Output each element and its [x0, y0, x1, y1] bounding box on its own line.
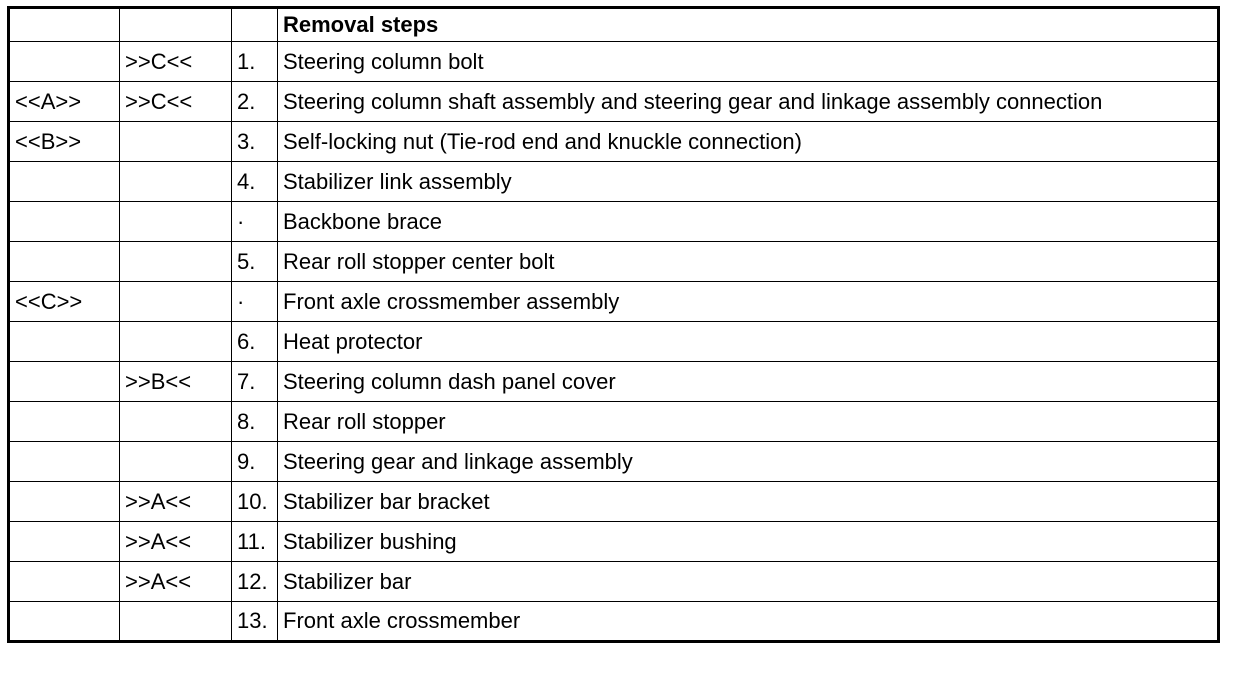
- step-description: Stabilizer bar bracket: [278, 482, 1219, 522]
- step-number: 6.: [232, 322, 278, 362]
- step-number: 13.: [232, 602, 278, 642]
- install-mark: [9, 602, 120, 642]
- removal-mark: [120, 162, 232, 202]
- header-number-cell: [232, 8, 278, 42]
- table-body: [9, 8, 1219, 642]
- install-mark: [9, 202, 120, 242]
- step-description: Backbone brace: [278, 202, 1219, 242]
- step-description: Rear roll stopper: [278, 402, 1219, 442]
- install-mark: [9, 42, 120, 82]
- step-description: Stabilizer link assembly: [278, 162, 1219, 202]
- removal-mark: [120, 602, 232, 642]
- step-number: 2.: [232, 82, 278, 122]
- table-row: [9, 482, 1219, 522]
- removal-mark: >>C<<: [120, 42, 232, 82]
- table-row: [9, 522, 1219, 562]
- install-mark: <<A>>: [9, 82, 120, 122]
- header-install-cell: [9, 8, 120, 42]
- step-number: 9.: [232, 442, 278, 482]
- table-row: [9, 162, 1219, 202]
- table-row: [9, 42, 1219, 82]
- removal-mark: [120, 242, 232, 282]
- removal-mark: >>C<<: [120, 82, 232, 122]
- step-number: ·: [232, 202, 278, 242]
- step-number: 1.: [232, 42, 278, 82]
- step-description: Self-locking nut (Tie-rod end and knuckle connection): [278, 122, 1219, 162]
- removal-mark: >>B<<: [120, 362, 232, 402]
- step-number: 4.: [232, 162, 278, 202]
- header-removal-cell: [120, 8, 232, 42]
- step-number: 11.: [232, 522, 278, 562]
- install-mark: [9, 322, 120, 362]
- removal-mark: [120, 122, 232, 162]
- step-number: 5.: [232, 242, 278, 282]
- step-description: Front axle crossmember: [278, 602, 1219, 642]
- removal-steps-table: [7, 6, 1220, 643]
- install-mark: [9, 362, 120, 402]
- removal-mark: [120, 442, 232, 482]
- removal-mark: [120, 282, 232, 322]
- table-row: [9, 602, 1219, 642]
- table-header-row: [9, 8, 1219, 42]
- step-number: 8.: [232, 402, 278, 442]
- table-row: [9, 202, 1219, 242]
- step-description: Stabilizer bar: [278, 562, 1219, 602]
- install-mark: <<B>>: [9, 122, 120, 162]
- install-mark: [9, 442, 120, 482]
- step-description: Front axle crossmember assembly: [278, 282, 1219, 322]
- header-title: Removal steps: [278, 8, 1219, 42]
- step-number: 3.: [232, 122, 278, 162]
- table-row: [9, 242, 1219, 282]
- install-mark: [9, 562, 120, 602]
- install-mark: [9, 522, 120, 562]
- table-row: [9, 362, 1219, 402]
- table-row: [9, 322, 1219, 362]
- step-number: 12.: [232, 562, 278, 602]
- install-mark: [9, 402, 120, 442]
- table-row: [9, 82, 1219, 122]
- step-description: Rear roll stopper center bolt: [278, 242, 1219, 282]
- step-description: Stabilizer bushing: [278, 522, 1219, 562]
- step-description: Steering column shaft assembly and steering gear and linkage assembly connection: [278, 82, 1219, 122]
- install-mark: [9, 482, 120, 522]
- step-description: Heat protector: [278, 322, 1219, 362]
- table-row: [9, 282, 1219, 322]
- step-description: Steering gear and linkage assembly: [278, 442, 1219, 482]
- step-number: ·: [232, 282, 278, 322]
- step-description: Steering column bolt: [278, 42, 1219, 82]
- removal-mark: >>A<<: [120, 562, 232, 602]
- install-mark: [9, 242, 120, 282]
- install-mark: [9, 162, 120, 202]
- removal-mark: [120, 322, 232, 362]
- removal-mark: [120, 202, 232, 242]
- step-number: 10.: [232, 482, 278, 522]
- removal-mark: >>A<<: [120, 522, 232, 562]
- step-number: 7.: [232, 362, 278, 402]
- removal-mark: [120, 402, 232, 442]
- install-mark: <<C>>: [9, 282, 120, 322]
- table-row: [9, 402, 1219, 442]
- table-row: [9, 562, 1219, 602]
- removal-mark: >>A<<: [120, 482, 232, 522]
- step-description: Steering column dash panel cover: [278, 362, 1219, 402]
- table-row: [9, 122, 1219, 162]
- table-row: [9, 442, 1219, 482]
